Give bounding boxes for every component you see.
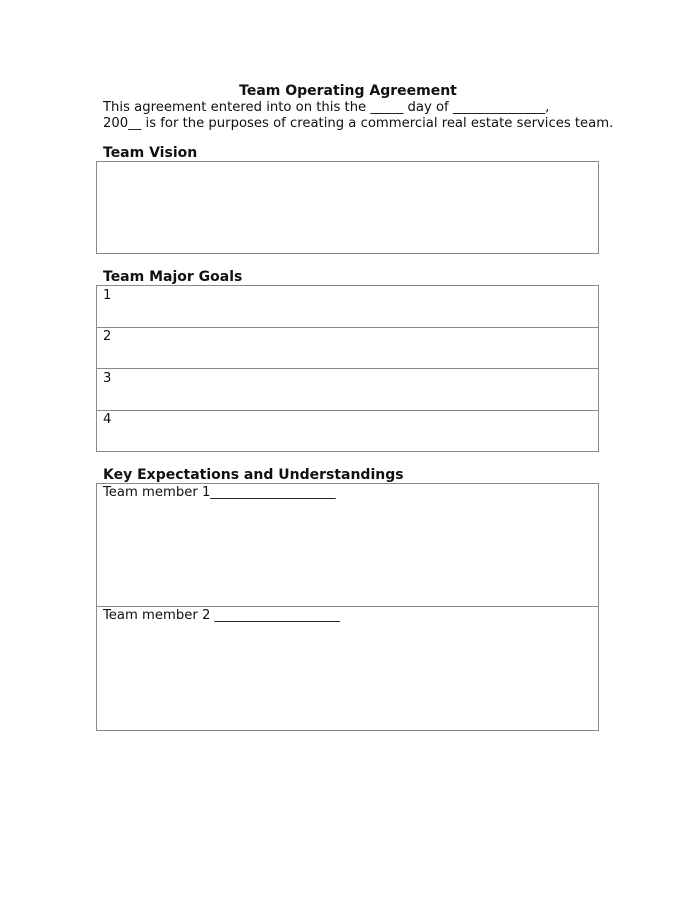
team-vision-heading: Team Vision [103,145,198,161]
goal-row-divider [97,368,598,369]
expectations-row-divider [97,606,598,607]
team-member-2-label: Team member 2 ___________________ [103,608,340,623]
intro-line-1: This agreement entered into on this the _____ day of ______________, [103,100,550,115]
key-expectations-table [96,483,599,731]
goal-row-divider [97,410,598,411]
team-major-goals-table [96,285,599,452]
goal-row-label-4: 4 [103,412,112,427]
goal-row-label-3: 3 [103,371,112,386]
intro-line-2: 200__ is for the purposes of creating a commercial real estate services team. [103,116,614,131]
goal-row-label-2: 2 [103,329,112,344]
document-title: Team Operating Agreement [239,83,457,99]
key-expectations-heading: Key Expectations and Understandings [103,467,404,483]
team-member-1-label: Team member 1___________________ [103,485,336,500]
team-vision-box[interactable] [96,161,599,254]
goal-row-divider [97,327,598,328]
team-major-goals-heading: Team Major Goals [103,269,243,285]
goal-row-label-1: 1 [103,288,112,303]
